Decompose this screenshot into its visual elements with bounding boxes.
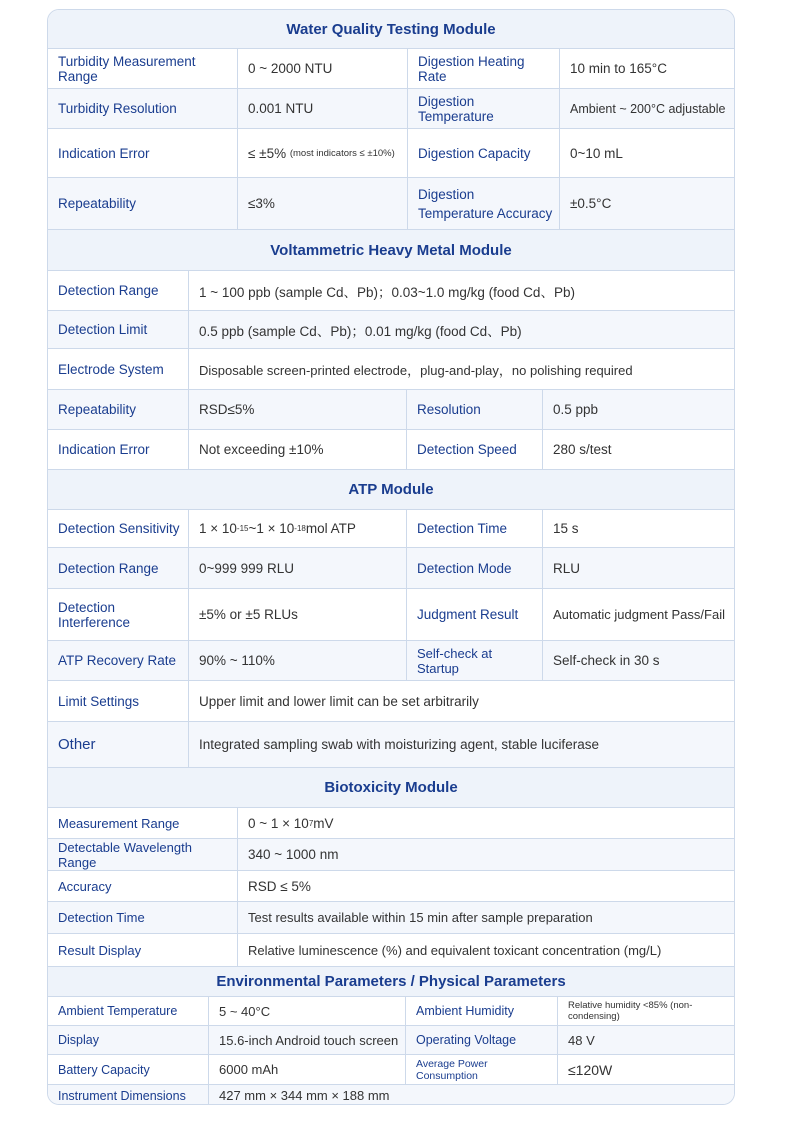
table-row: [48, 1085, 734, 1105]
row-label: Other: [58, 736, 96, 753]
row-label: Resolution: [406, 390, 542, 429]
row-label: Detection Range: [58, 560, 159, 576]
row-value: [237, 808, 735, 838]
table-row: [48, 641, 734, 681]
row-label: Electrode System: [58, 361, 164, 377]
row-value: 0~999 999 RLU: [188, 548, 406, 588]
row-label: ATP Recovery Rate: [58, 653, 177, 668]
value-text: 0 ~ 1 × 10: [248, 815, 309, 831]
row-value: 6000 mAh: [208, 1055, 405, 1084]
row-label: Detection Range: [58, 283, 159, 298]
row-label: Operating Voltage: [405, 1026, 557, 1054]
table-row: [48, 430, 734, 470]
row-value: 10 min to 165°C: [559, 49, 735, 88]
value-text: mol ATP: [305, 521, 356, 536]
section-title-water-quality: Water Quality Testing Module: [48, 10, 734, 49]
row-label: Detection Interference: [58, 599, 131, 630]
row-value: 427 mm × 344 mm × 188 mm: [208, 1085, 735, 1105]
row-label: Digestion Temperature Accuracy: [407, 178, 559, 229]
row-value: ±5% or ±5 RLUs: [188, 589, 406, 640]
row-value: Upper limit and lower limit can be set arbitrarily: [188, 681, 735, 721]
row-value: 0.5 ppb (sample Cd、Pb)；0.01 mg/kg (food Cd、Pb): [188, 311, 735, 348]
section-title-biotoxicity: Biotoxicity Module: [48, 768, 734, 808]
value-text: 1 × 10: [199, 521, 237, 536]
table-row: [48, 178, 734, 230]
table-row: [48, 89, 734, 129]
row-label: Detection Sensitivity: [58, 521, 180, 536]
row-value: 0.001 NTU: [237, 89, 407, 128]
row-label: Average Power Consumption: [405, 1055, 557, 1084]
row-value: 0 ~ 2000 NTU: [237, 49, 407, 88]
table-row: [48, 902, 734, 934]
row-label: Indication Error: [58, 145, 150, 161]
row-value: ±0.5°C: [559, 178, 735, 229]
exponent: 7: [308, 818, 314, 828]
row-value: Ambient ~ 200°C adjustable: [559, 89, 735, 128]
row-label: Turbidity Measurement Range: [58, 53, 196, 84]
row-value: 0~10 mL: [559, 129, 735, 177]
row-value: Relative luminescence (%) and equivalent toxicant concentration (mg/L): [237, 934, 735, 966]
row-value: Disposable screen-printed electrode，plug-and-play，no polishing required: [188, 349, 735, 389]
table-row: [48, 548, 734, 589]
row-value: Automatic judgment Pass/Fail: [542, 589, 735, 640]
row-label: Measurement Range: [58, 815, 180, 831]
table-row: [48, 681, 734, 722]
row-value: 0.5 ppb: [542, 390, 735, 429]
row-label: Judgment Result: [406, 589, 542, 640]
row-value: ≤3%: [237, 178, 407, 229]
row-label: Ambient Temperature: [58, 1004, 178, 1018]
value-text: ~1 × 10: [248, 521, 295, 536]
row-value: Not exceeding ±10%: [188, 430, 406, 469]
exponent: -18: [294, 524, 306, 533]
table-row: [48, 871, 734, 902]
section-title-heavy-metal: Voltammetric Heavy Metal Module: [48, 230, 734, 271]
table-row: [48, 311, 734, 349]
table-row: [48, 49, 734, 89]
exponent: -15: [236, 524, 249, 533]
section-title-environmental: Environmental Parameters / Physical Parameters: [48, 967, 734, 997]
table-row: [48, 129, 734, 178]
table-row: [48, 349, 734, 390]
row-value: RSD≤5%: [188, 390, 406, 429]
row-value: 15 s: [542, 510, 735, 547]
row-label: Repeatability: [58, 196, 137, 211]
row-label: Detection Speed: [406, 430, 542, 469]
table-row: [48, 1026, 734, 1055]
row-value: 48 V: [557, 1026, 735, 1054]
row-value: 15.6-inch Android touch screen: [208, 1026, 405, 1054]
row-value: 5 ~ 40°C: [208, 997, 405, 1025]
value-text: ≤ ±5%: [248, 145, 287, 161]
row-value: RLU: [542, 548, 735, 588]
row-label: Ambient Humidity: [405, 997, 557, 1025]
value-note: (most indicators ≤ ±10%): [289, 147, 395, 159]
row-label: Detection Time: [58, 910, 145, 925]
row-value: 280 s/test: [542, 430, 735, 469]
row-label: Accuracy: [58, 878, 112, 894]
table-row: [48, 839, 734, 871]
row-label: Display: [58, 1033, 99, 1047]
table-row: [48, 271, 734, 311]
row-value: 340 ~ 1000 nm: [237, 839, 735, 870]
row-value: Relative humidity <85% (non-condensing): [557, 997, 735, 1025]
section-title-atp: ATP Module: [48, 470, 734, 510]
row-value: 1 ~ 100 ppb (sample Cd、Pb)；0.03~1.0 mg/kg (food Cd、Pb): [188, 271, 735, 310]
row-label: Result Display: [58, 942, 142, 958]
table-row: [48, 510, 734, 548]
row-value: ≤120W: [557, 1055, 735, 1084]
table-row: [48, 390, 734, 430]
row-label: Turbidity Resolution: [58, 101, 177, 116]
row-value: [188, 510, 406, 547]
row-value: 90% ~ 110%: [188, 641, 406, 680]
table-row: [48, 808, 734, 839]
row-label: Limit Settings: [58, 693, 140, 709]
row-label: Detection Mode: [406, 548, 542, 588]
row-value: RSD ≤ 5%: [237, 871, 735, 901]
row-label: Repeatability: [58, 402, 137, 417]
row-value: Test results available within 15 min after sample preparation: [237, 902, 735, 933]
row-label: Detection Time: [406, 510, 542, 547]
row-label: Detectable Wavelength Range: [58, 839, 192, 870]
table-row: [48, 997, 734, 1026]
row-label: Instrument Dimensions: [58, 1088, 186, 1103]
row-value: [237, 129, 407, 177]
table-row: [48, 1055, 734, 1085]
value-text: mV: [313, 815, 334, 831]
spec-table: [47, 9, 735, 1105]
row-label: Battery Capacity: [58, 1062, 150, 1077]
row-label: Digestion Temperature: [407, 89, 559, 128]
row-label: Detection Limit: [58, 322, 148, 337]
row-label: Digestion Capacity: [407, 129, 559, 177]
row-label: Self-check at Startup: [406, 641, 542, 680]
row-value: Integrated sampling swab with moisturizing agent, stable luciferase: [188, 722, 735, 767]
row-value: Self-check in 30 s: [542, 641, 735, 680]
row-label: Indication Error: [58, 442, 150, 457]
table-row: [48, 722, 734, 768]
table-row: [48, 934, 734, 967]
table-row: [48, 589, 734, 641]
row-label: Digestion Heating Rate: [407, 49, 559, 88]
